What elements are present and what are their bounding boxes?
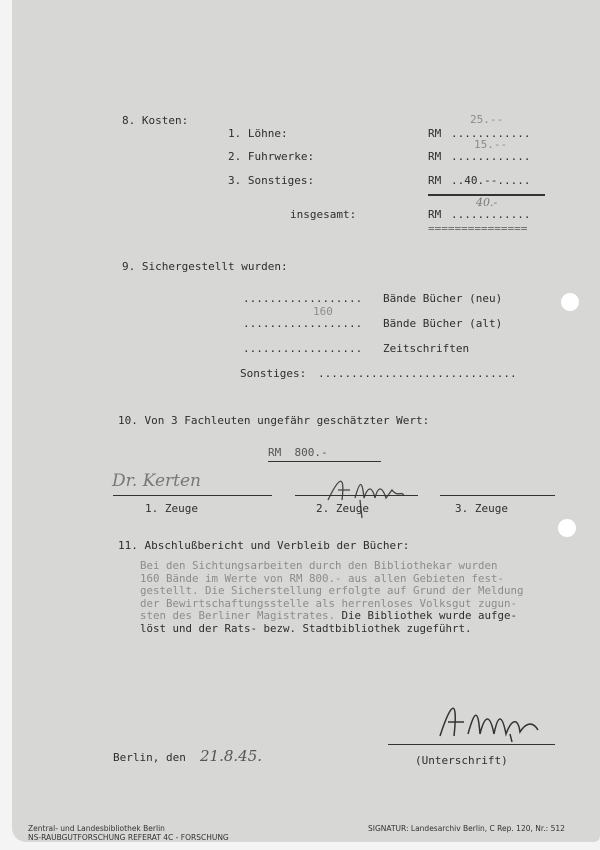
witness-3-label: 3. Zeuge xyxy=(455,502,508,515)
other-dots: .............................. xyxy=(318,367,517,380)
other-label: Sonstiges: xyxy=(240,367,307,380)
dots: .................. xyxy=(243,317,363,330)
report-faint-text: Bei den Sichtungsarbeiten durch den Bibliothekar wurden 160 Bände im Werte von RM 800.- aus allen Gebieten fest- gestellt. Die Sicherstellung erfolgte auf Grund der Meldung der Bewirtschaftungsstelle als herrenloses Volksgut zugun- sten des Berliner Magistrates. xyxy=(140,559,524,623)
dots: .................. xyxy=(243,342,363,355)
cost-label-wages: 1. Löhne: xyxy=(228,127,288,140)
cost-currency: RM xyxy=(428,127,442,140)
dots: .................. xyxy=(243,292,363,305)
row-label-old: Bände Bücher (alt) xyxy=(383,317,503,330)
signature-line xyxy=(113,495,272,496)
signature-line xyxy=(388,744,555,745)
punch-hole xyxy=(561,293,579,311)
section-10-heading: 10. Von 3 Fachleuten ungefähr geschätzter Wert: xyxy=(118,414,430,427)
value-old-volumes: 160 xyxy=(313,305,333,318)
cost-label-transport: 2. Fuhrwerke: xyxy=(228,150,315,163)
punch-hole xyxy=(558,519,576,537)
cost-currency: RM xyxy=(428,150,442,163)
estimated-value: RM 800.- xyxy=(268,446,328,459)
cost-dots-other: ..40.--..... xyxy=(451,174,531,187)
witness-1-label: 1. Zeuge xyxy=(145,502,198,515)
footer-signature: SIGNATUR: Landesarchiv Berlin, C Rep. 120, Nr.: 512 xyxy=(368,824,565,833)
cost-dots: ............ xyxy=(451,150,531,163)
footer-institution: Zentral- und Landesbibliothek Berlin xyxy=(28,824,165,833)
total-label: insgesamt: xyxy=(290,208,357,221)
cost-dots: ............ xyxy=(451,127,531,140)
row-label-periodicals: Zeitschriften xyxy=(383,342,470,355)
date: 21.8.45. xyxy=(200,747,263,765)
section-9-heading: 9. Sichergestellt wurden: xyxy=(122,260,288,273)
cost-value-transport: 15.-- xyxy=(474,138,508,151)
cost-currency: RM xyxy=(428,174,442,187)
signature-line xyxy=(440,495,555,496)
report-paragraph xyxy=(140,560,524,636)
section-11-heading: 11. Abschlußbericht und Verbleib der Bücher: xyxy=(118,539,410,552)
value-rule xyxy=(268,461,381,462)
report-dark-text: Die Bibliothek wurde aufge- xyxy=(335,609,518,623)
cost-label-other: 3. Sonstiges: xyxy=(228,174,315,187)
cost-value-wages: 25.-- xyxy=(470,113,504,126)
signature-line xyxy=(295,495,418,496)
double-rule: =============== xyxy=(428,222,528,235)
signature-label: (Unterschrift) xyxy=(415,754,508,767)
place-label: Berlin, den xyxy=(113,751,186,764)
total-currency: RM xyxy=(428,208,442,221)
section-8-heading: 8. Kosten: xyxy=(122,114,189,127)
report-dark-text: löst und der Rats- bezw. Stadtbibliothek zugeführt. xyxy=(140,621,472,635)
witness-1-signature: Dr. Kerten xyxy=(112,471,201,491)
witness-2-label: 2. Zeuge xyxy=(316,502,369,515)
footer-department: NS-RAUBGUTFORSCHUNG REFERAT 4C - FORSCHUNG xyxy=(28,833,229,842)
signature xyxy=(420,694,560,744)
total-dots: ............ xyxy=(451,208,531,221)
total-value: 40.- xyxy=(476,196,498,209)
row-label-new: Bände Bücher (neu) xyxy=(383,292,503,305)
